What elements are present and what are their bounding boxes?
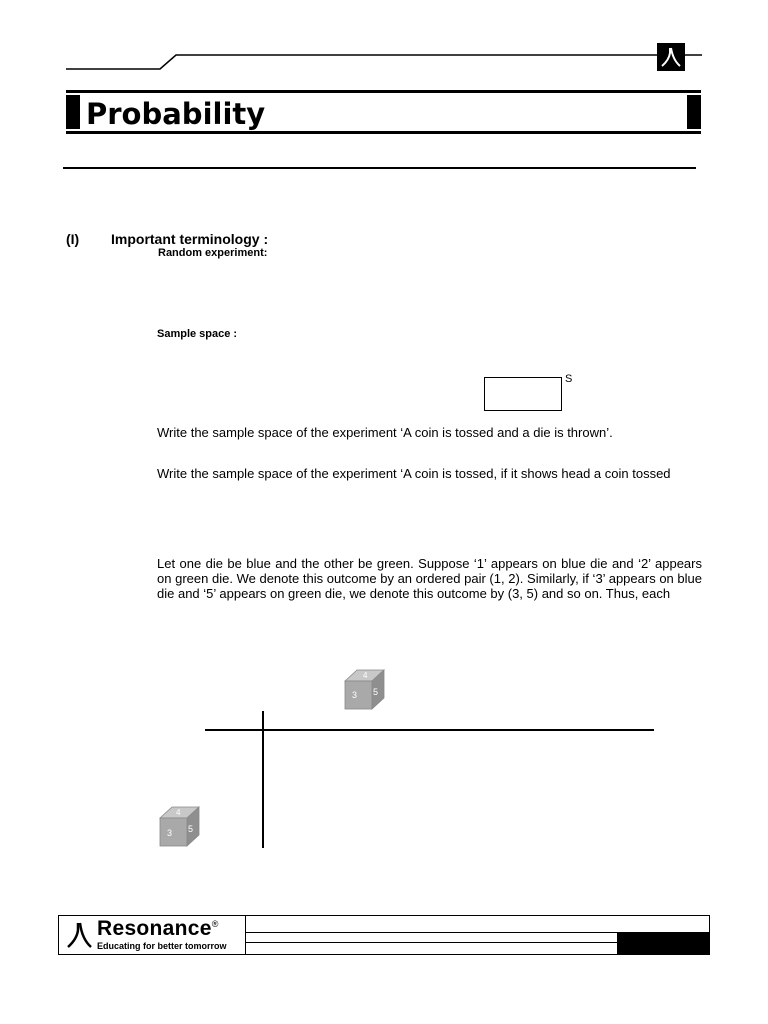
title-right-bar (687, 95, 701, 129)
die-side-face: 5 (373, 687, 379, 697)
die-front-face: 3 (167, 828, 173, 838)
paragraph-coin-toss: Write the sample space of the experiment ‘A coin is tossed, if it shows head a coin tossed (157, 466, 671, 481)
header-rule (0, 0, 768, 80)
paragraph-coin-die: Write the sample space of the experiment ‘A coin is tossed and a die is thrown’. (157, 425, 613, 440)
table-header-rule (205, 729, 654, 731)
term-random-experiment: Random experiment: (158, 247, 268, 259)
brand-text: Resonance (97, 917, 212, 940)
footer-box (58, 915, 710, 955)
resonance-logo-icon (657, 43, 685, 71)
title-left-bar (66, 95, 80, 129)
table-vertical-rule (262, 711, 264, 848)
sample-space-label: S (565, 373, 573, 385)
die-green-icon (158, 805, 204, 849)
die-top-face: 4 (363, 671, 368, 680)
die-top-face: 4 (176, 808, 181, 817)
resonance-footer-logo-icon (65, 920, 93, 950)
term-sample-space: Sample space : (157, 328, 238, 340)
section-heading: Important terminology : (111, 231, 269, 247)
section-number: (I) (66, 231, 80, 247)
sample-space-box (484, 377, 562, 411)
page-title: Probability (86, 97, 266, 131)
brand-tagline: Educating for better tomorrow (97, 941, 227, 951)
title-banner (66, 90, 701, 134)
die-side-face: 5 (188, 824, 194, 834)
footer-page-block (617, 933, 710, 955)
registered-mark: ® (211, 919, 219, 929)
title-underline (63, 167, 696, 169)
die-blue-icon (343, 668, 389, 712)
die-front-face: 3 (352, 690, 358, 700)
footer-divider (245, 916, 246, 954)
paragraph-two-dice: Let one die be blue and the other be green. Suppose ‘1’ appears on blue die and ‘2’ appears on green die. We denote this outcome by an ordered pair (1, 2). Similarly, if ‘3’ appears on blue die and ‘5’ appears on green die, we denote this outcome by (3, 5) and so on. Thus, each (157, 556, 702, 601)
brand-name (97, 917, 219, 941)
